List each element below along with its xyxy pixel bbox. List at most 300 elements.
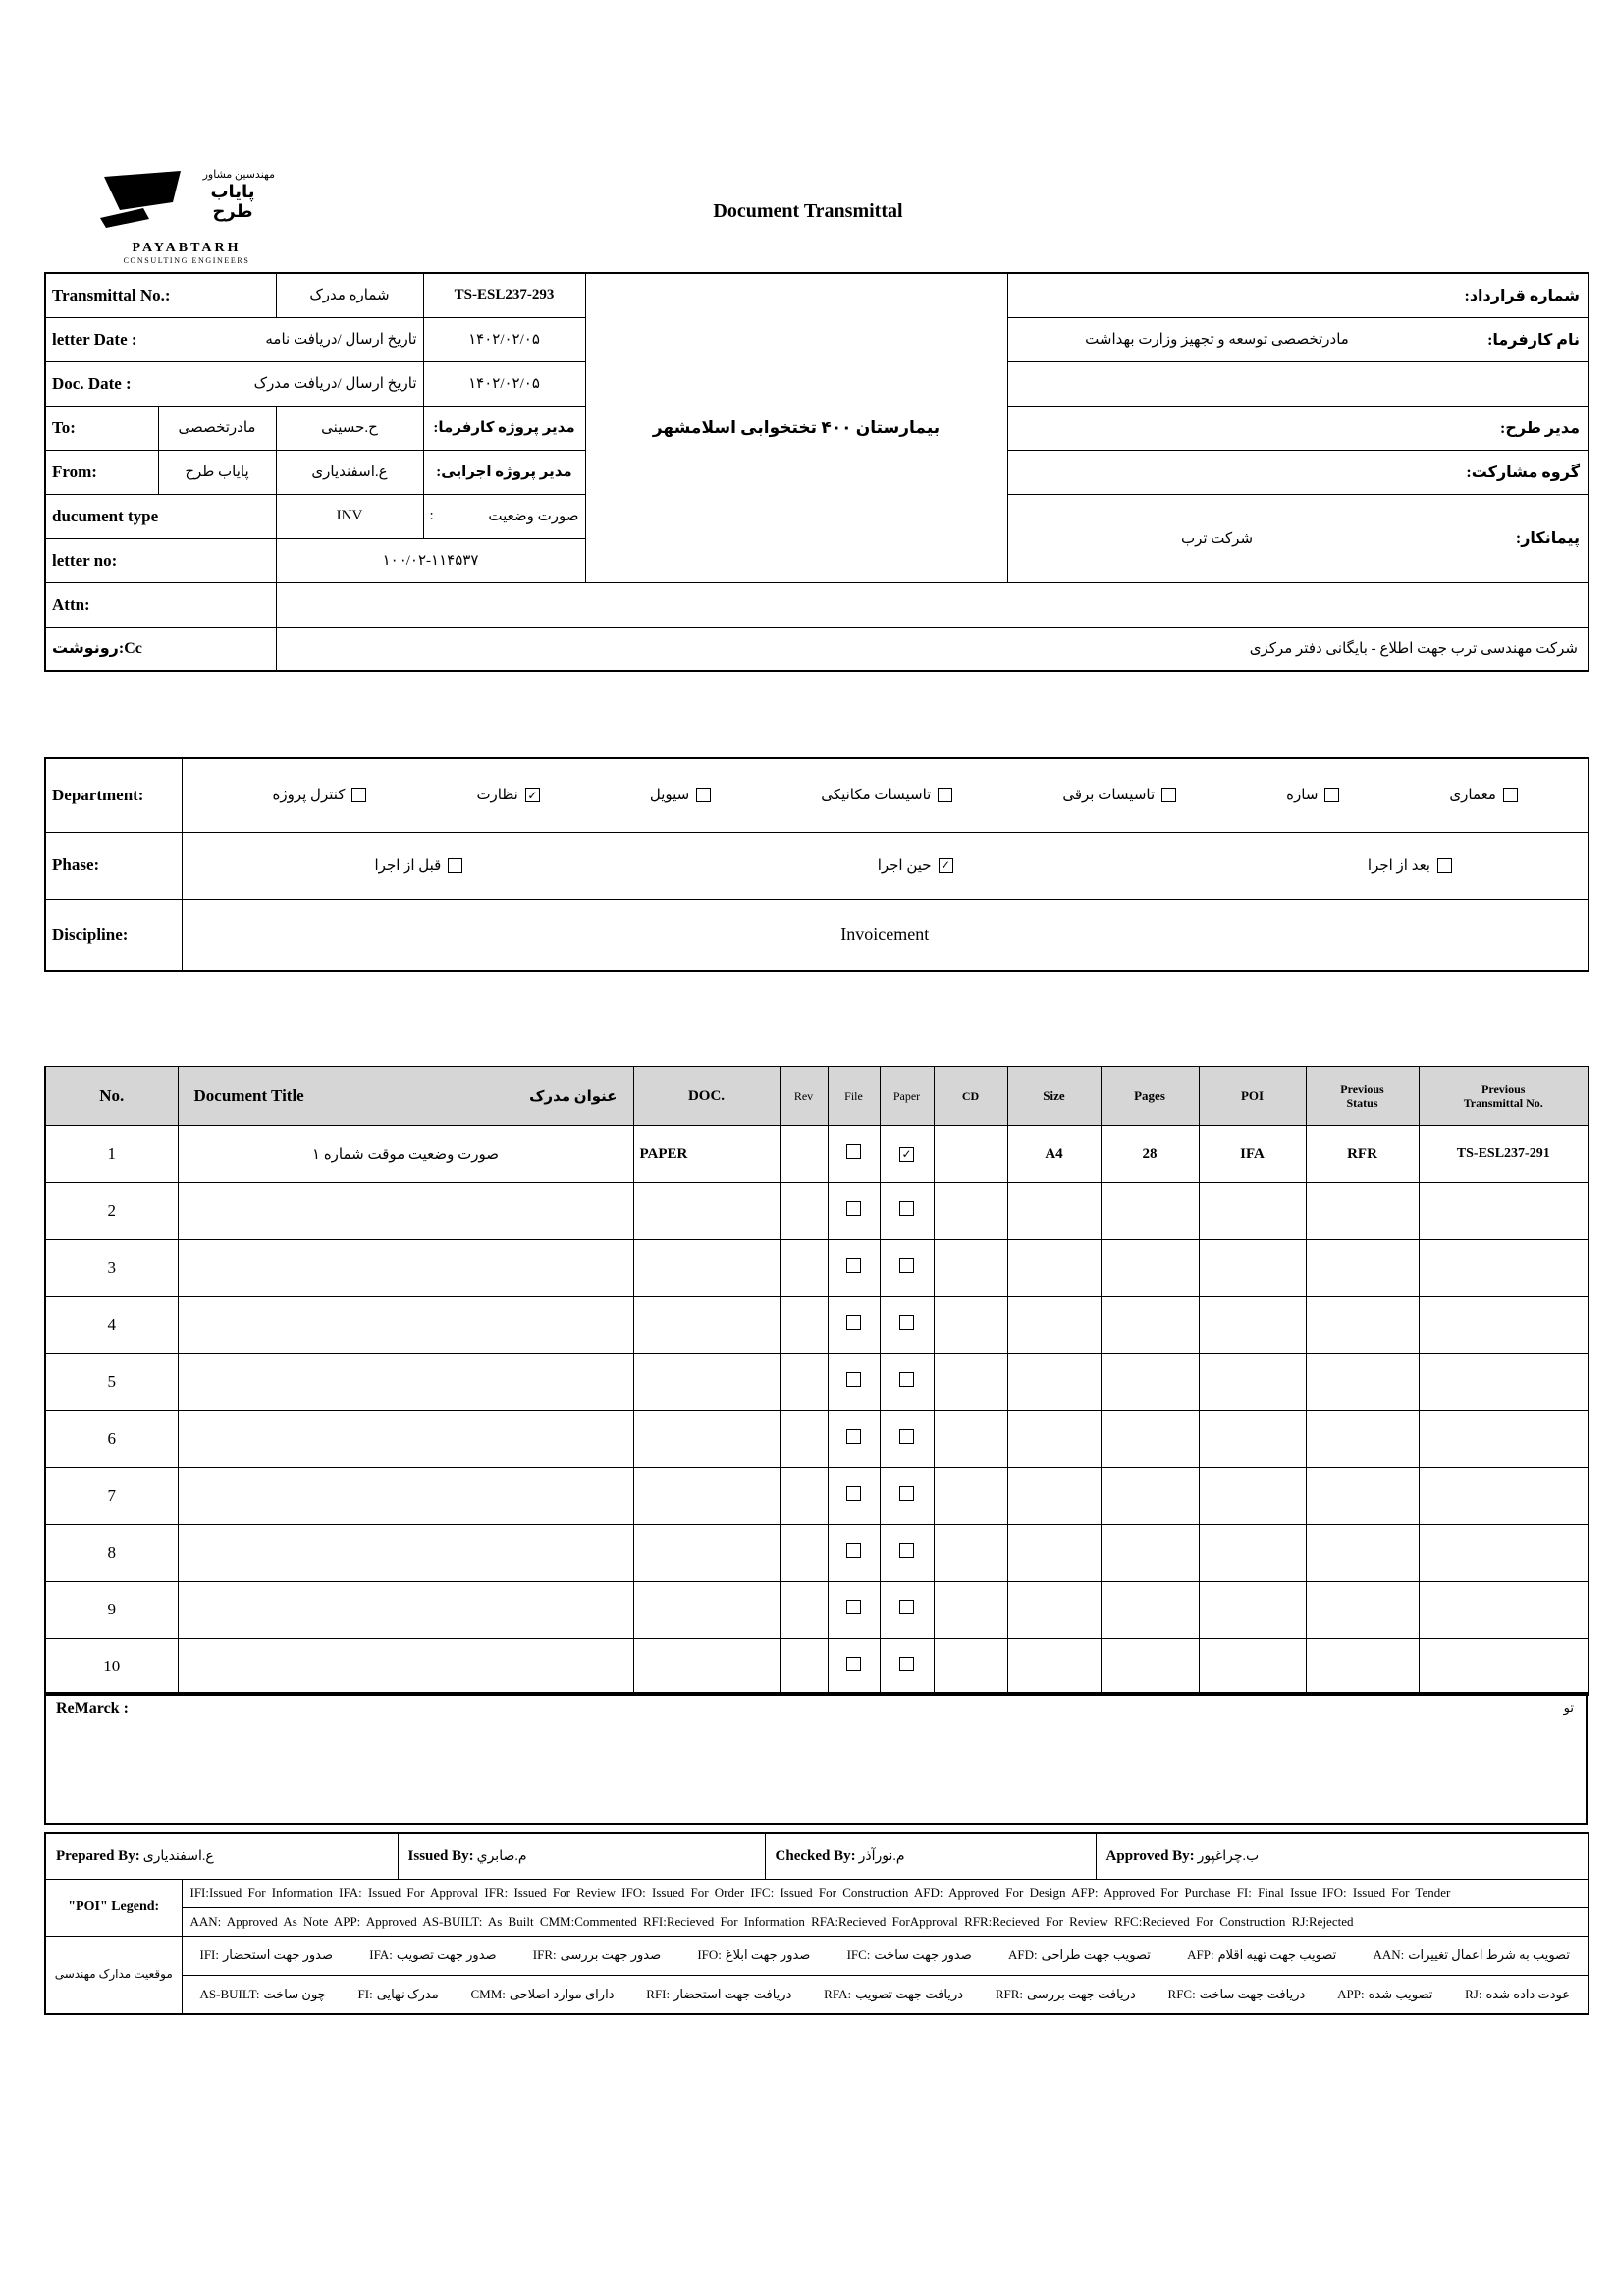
checkbox-paper[interactable]: [899, 1600, 914, 1614]
document-type-colon: :: [429, 508, 434, 523]
table-row: [45, 1638, 1589, 1695]
checkbox-paper[interactable]: [899, 1315, 914, 1330]
checkbox-paper[interactable]: [899, 1372, 914, 1387]
department-option: [821, 786, 952, 804]
row-rev: [780, 1239, 828, 1296]
row-prev-status: [1306, 1581, 1419, 1638]
cc-value: شرکت مهندسی ترب جهت اطلاع - بایگانی دفتر مرکزی: [276, 627, 1589, 671]
fa-legend-item: [847, 1947, 972, 1963]
empty-cell: [1427, 361, 1589, 406]
logo-fa-name: پایاب طرح: [210, 181, 255, 222]
row-prev-no: TS-ESL237-291: [1419, 1125, 1589, 1182]
fa-legend-line2: [182, 1975, 1589, 2014]
header-previous-status-line2: Status: [1346, 1096, 1378, 1111]
row-no: 4: [45, 1296, 178, 1353]
row-prev-no: [1419, 1410, 1589, 1467]
classification-table: [44, 757, 1589, 972]
department-option-label: کنترل پروژه: [272, 788, 346, 804]
legend-code: CMM:: [470, 1986, 506, 2001]
checkbox-electrical[interactable]: [1161, 788, 1176, 802]
row-no: 9: [45, 1581, 178, 1638]
row-cd: [934, 1581, 1007, 1638]
doc-date-value: ۱۴۰۲/۰۲/۰۵: [423, 361, 585, 406]
legend-code: AS-BUILT:: [199, 1986, 260, 2001]
table-row: [45, 1239, 1589, 1296]
row-poi: [1199, 1239, 1306, 1296]
logo-fa-tagline: مهندسین مشاور: [202, 169, 275, 181]
row-title: [178, 1524, 633, 1581]
row-paper-cell: [880, 1410, 934, 1467]
department-option: [1286, 786, 1339, 804]
legend-text: صدور جهت تصویب: [396, 1947, 497, 1962]
checkbox-after-execution[interactable]: [1437, 858, 1452, 873]
table-row: [45, 1410, 1589, 1467]
table-row: [45, 1353, 1589, 1410]
row-pages: [1101, 1296, 1199, 1353]
header-document-title: [178, 1066, 633, 1125]
row-no: 10: [45, 1638, 178, 1695]
legend-code: RJ:: [1465, 1986, 1482, 2001]
header-document-title-en: Document Title: [193, 1086, 304, 1106]
fa-legend-item: [1008, 1947, 1151, 1963]
row-no: 7: [45, 1467, 178, 1524]
row-file-cell: [828, 1353, 880, 1410]
department-option-label: معماری: [1449, 788, 1496, 804]
row-file-cell: [828, 1125, 880, 1182]
row-prev-status: [1306, 1638, 1419, 1695]
letter-date-value: ۱۴۰۲/۰۲/۰۵: [423, 317, 585, 361]
row-file-cell: [828, 1524, 880, 1581]
fa-legend-item: [369, 1947, 496, 1963]
poi-legend-label: "POI" Legend:: [45, 1879, 182, 1936]
row-doc: PAPER: [633, 1125, 780, 1182]
fa-legend-item: [1337, 1987, 1432, 2002]
row-title: [178, 1410, 633, 1467]
document-type-value: INV: [276, 494, 423, 538]
row-poi: [1199, 1524, 1306, 1581]
row-rev: [780, 1353, 828, 1410]
phase-options: [182, 832, 1589, 899]
to-value: مادرتخصصی: [158, 406, 276, 450]
checkbox-civil[interactable]: [696, 788, 711, 802]
row-paper-cell: [880, 1581, 934, 1638]
client-pm-value: ح.حسینی: [276, 406, 423, 450]
legend-code: RFI:: [646, 1986, 671, 2001]
header-file: File: [828, 1066, 880, 1125]
fa-legend-item: [200, 1947, 334, 1963]
checkbox-before-execution[interactable]: [448, 858, 462, 873]
legend-text: دریافت جهت ساخت: [1199, 1986, 1306, 2001]
row-doc: [633, 1296, 780, 1353]
phase-option: [878, 856, 953, 875]
checkbox-file[interactable]: [846, 1258, 861, 1273]
row-prev-no: [1419, 1239, 1589, 1296]
fa-legend-item: [358, 1987, 439, 2002]
logo-latin-name: PAYABTARH: [132, 241, 242, 255]
row-pages: [1101, 1353, 1199, 1410]
issued-by-cell: [398, 1833, 765, 1879]
row-poi: [1199, 1182, 1306, 1239]
department-option-label: سیویل: [649, 788, 690, 804]
row-no: 3: [45, 1239, 178, 1296]
row-no: 5: [45, 1353, 178, 1410]
row-poi: [1199, 1581, 1306, 1638]
row-file-cell: [828, 1296, 880, 1353]
letter-date-fa-label: تاریخ ارسال /دریافت نامه: [265, 332, 417, 348]
department-option-label: تاسیسات مکانیکی: [821, 788, 932, 804]
row-title: [178, 1581, 633, 1638]
letter-date-cell: [45, 317, 423, 361]
partnership-value: [1007, 450, 1427, 494]
fa-legend-item: [697, 1947, 810, 1963]
row-rev: [780, 1638, 828, 1695]
letter-no-value: ۱۰۰/۰۲-۱۱۴۵۳۷: [276, 538, 585, 582]
row-pages: 28: [1101, 1125, 1199, 1182]
poi-legend-line1: IFI:Issued For Information IFA: Issued For Approval IFR: Issued For Review IFO: Issued For Order IFC: Issued For Construction AFD: Approved For Design AFP: Approved For Purchase FI: Final Issue IFO: Issued For Tender: [182, 1879, 1589, 1907]
row-title: [178, 1239, 633, 1296]
legend-text: تصویب شده: [1368, 1986, 1433, 2001]
header-document-title-fa: عنوان مدرک: [529, 1088, 618, 1105]
header-previous-status: [1306, 1066, 1419, 1125]
row-doc: [633, 1638, 780, 1695]
row-size: [1007, 1410, 1101, 1467]
issued-by-value: م.صابري: [476, 1848, 527, 1864]
legend-code: APP:: [1337, 1986, 1365, 2001]
checkbox-during-execution[interactable]: ✓: [939, 858, 953, 873]
approved-by-cell: [1096, 1833, 1589, 1879]
checkbox-file[interactable]: [846, 1600, 861, 1614]
document-type-fa-cell: [423, 494, 585, 538]
header-poi: POI: [1199, 1066, 1306, 1125]
checkbox-file[interactable]: [846, 1372, 861, 1387]
checked-by-cell: [765, 1833, 1096, 1879]
fa-legend-item: [646, 1987, 791, 2002]
row-poi: [1199, 1296, 1306, 1353]
checkbox-supervision[interactable]: ✓: [525, 788, 540, 802]
row-rev: [780, 1524, 828, 1581]
row-prev-no: [1419, 1353, 1589, 1410]
row-title: [178, 1182, 633, 1239]
checkbox-paper[interactable]: [899, 1258, 914, 1273]
row-cd: [934, 1239, 1007, 1296]
row-rev: [780, 1182, 828, 1239]
row-pages: [1101, 1638, 1199, 1695]
row-paper-cell: [880, 1467, 934, 1524]
footer-table: [44, 1832, 1589, 2015]
fa-legend-line1: [182, 1936, 1589, 1975]
legend-code: IFI:: [199, 1947, 219, 1962]
row-pages: [1101, 1524, 1199, 1581]
row-paper-cell: [880, 1239, 934, 1296]
fa-legend-item: [996, 1987, 1136, 2002]
row-pages: [1101, 1467, 1199, 1524]
row-size: [1007, 1182, 1101, 1239]
checkbox-structure[interactable]: [1324, 788, 1339, 802]
checkbox-paper[interactable]: [899, 1657, 914, 1671]
partnership-label: گروه مشارکت:: [1427, 450, 1589, 494]
transmittal-no-value: TS-ESL237-293: [423, 273, 585, 317]
header-previous-transmittal-line2: Transmittal No.: [1463, 1096, 1543, 1111]
row-rev: [780, 1467, 828, 1524]
row-prev-no: [1419, 1524, 1589, 1581]
phase-label: Phase:: [45, 832, 182, 899]
checkbox-architecture[interactable]: [1503, 788, 1518, 802]
row-rev: [780, 1410, 828, 1467]
row-paper-cell: [880, 1296, 934, 1353]
row-doc: [633, 1581, 780, 1638]
legend-code: FI:: [357, 1986, 373, 2001]
legend-code: RFA:: [824, 1986, 852, 2001]
table-row: [45, 1296, 1589, 1353]
design-manager-label: مدیر طرح:: [1427, 406, 1589, 450]
phase-option: [1368, 856, 1452, 875]
phase-option: [375, 856, 463, 875]
department-option: [476, 786, 539, 804]
legend-text: تصویب به شرط اعمال تغییرات: [1408, 1947, 1570, 1962]
row-prev-status: [1306, 1524, 1419, 1581]
document-type-fa-label: صورت وضعیت: [488, 509, 579, 524]
row-prev-status: [1306, 1467, 1419, 1524]
from-label: From:: [45, 450, 158, 494]
row-paper-cell: [880, 1182, 934, 1239]
department-option: [650, 786, 711, 804]
header-paper: Paper: [880, 1066, 934, 1125]
row-poi: IFA: [1199, 1125, 1306, 1182]
remark-box: [44, 1692, 1588, 1825]
department-option: [1062, 786, 1176, 804]
header-no: No.: [45, 1066, 178, 1125]
row-pages: [1101, 1581, 1199, 1638]
checkbox-paper[interactable]: [899, 1201, 914, 1216]
poi-legend-line2: AAN: Approved As Note APP: Approved AS-BUILT: As Built CMM:Commented RFI:Recieved For Information RFA:Recieved ForApproval RFR:Recieved For Review RFC:Recieved For Construction RJ:Rejected: [182, 1907, 1589, 1936]
row-cd: [934, 1125, 1007, 1182]
row-prev-status: [1306, 1239, 1419, 1296]
phase-option-label: قبل از اجرا: [374, 857, 442, 874]
checkbox-paper[interactable]: ✓: [899, 1147, 914, 1162]
client-name-value: مادرتخصصی توسعه و تجهیز وزارت بهداشت: [1007, 317, 1427, 361]
contract-no-label: شماره قرارداد:: [1427, 273, 1589, 317]
checkbox-paper[interactable]: [899, 1429, 914, 1444]
legend-text: صدور جهت استحضار: [223, 1947, 334, 1962]
legend-code: AAN:: [1373, 1947, 1405, 1962]
legend-text: دریافت جهت تصویب: [855, 1986, 964, 2001]
row-file-cell: [828, 1410, 880, 1467]
executive-pm-value: ع.اسفندیاری: [276, 450, 423, 494]
doc-date-cell: [45, 361, 423, 406]
fa-legend-item: [470, 1987, 614, 2002]
row-size: [1007, 1239, 1101, 1296]
checkbox-file[interactable]: [846, 1657, 861, 1671]
row-cd: [934, 1467, 1007, 1524]
row-paper-cell: [880, 1524, 934, 1581]
to-label: To:: [45, 406, 158, 450]
row-size: A4: [1007, 1125, 1101, 1182]
legend-text: تصویب جهت تهیه اقلام: [1217, 1947, 1337, 1962]
row-prev-status: [1306, 1182, 1419, 1239]
page-title: Document Transmittal: [713, 200, 903, 222]
legend-text: دارای موارد اصلاحی: [509, 1986, 615, 2001]
prepared-by-cell: [45, 1833, 398, 1879]
remark-note: تو: [1563, 1700, 1574, 1715]
row-prev-no: [1419, 1296, 1589, 1353]
row-title: صورت وضعیت موقت شماره ۱: [178, 1125, 633, 1182]
transmittal-no-label: Transmittal No.:: [45, 273, 276, 317]
row-cd: [934, 1638, 1007, 1695]
legend-text: صدور جهت بررسی: [560, 1947, 662, 1962]
row-size: [1007, 1353, 1101, 1410]
row-size: [1007, 1524, 1101, 1581]
row-paper-cell: [880, 1638, 934, 1695]
row-prev-no: [1419, 1638, 1589, 1695]
row-pages: [1101, 1410, 1199, 1467]
row-size: [1007, 1638, 1101, 1695]
row-prev-status: [1306, 1296, 1419, 1353]
table-row: [45, 1182, 1589, 1239]
checkbox-file[interactable]: [846, 1429, 861, 1444]
row-title: [178, 1353, 633, 1410]
approved-by-value: ب.چراغپور: [1197, 1848, 1260, 1864]
checkbox-file[interactable]: [846, 1201, 861, 1216]
row-doc: [633, 1239, 780, 1296]
row-prev-no: [1419, 1182, 1589, 1239]
row-file-cell: [828, 1581, 880, 1638]
checkbox-file[interactable]: [846, 1486, 861, 1501]
row-title: [178, 1467, 633, 1524]
checkbox-mechanical[interactable]: [938, 788, 952, 802]
letter-no-label: letter no:: [45, 538, 276, 582]
row-doc: [633, 1524, 780, 1581]
legend-code: AFD:: [1007, 1947, 1038, 1962]
row-prev-status: [1306, 1410, 1419, 1467]
checkbox-file[interactable]: [846, 1315, 861, 1330]
header-previous-status-line1: Previous: [1340, 1081, 1384, 1096]
empty-cell: [1007, 361, 1427, 406]
row-cd: [934, 1296, 1007, 1353]
checkbox-paper[interactable]: [899, 1543, 914, 1558]
row-pages: [1101, 1239, 1199, 1296]
legend-text: صدور جهت ساخت: [874, 1947, 972, 1962]
row-file-cell: [828, 1467, 880, 1524]
legend-text: چون ساخت: [263, 1986, 326, 2001]
header-rev: Rev: [780, 1066, 828, 1125]
legend-code: IFR:: [532, 1947, 557, 1962]
row-no: 6: [45, 1410, 178, 1467]
header-size: Size: [1007, 1066, 1101, 1125]
table-row: [45, 1125, 1589, 1182]
row-cd: [934, 1524, 1007, 1581]
row-size: [1007, 1296, 1101, 1353]
fa-legend-item: [1168, 1987, 1306, 2002]
row-title: [178, 1296, 633, 1353]
approved-by-label: Approved By:: [1105, 1847, 1195, 1864]
row-file-cell: [828, 1182, 880, 1239]
prepared-by-label: Prepared By:: [56, 1847, 140, 1864]
checkbox-paper[interactable]: [899, 1486, 914, 1501]
row-poi: [1199, 1410, 1306, 1467]
client-pm-label: مدیر پروژه کارفرما:: [423, 406, 585, 450]
legend-text: دریافت جهت بررسی: [1027, 1986, 1136, 2001]
cc-label: رونوشت:Cc: [45, 627, 276, 671]
row-rev: [780, 1125, 828, 1182]
header-cd: CD: [934, 1066, 1007, 1125]
table-row: [45, 1581, 1589, 1638]
checkbox-file[interactable]: [846, 1543, 861, 1558]
letter-date-label: letter Date :: [52, 329, 137, 349]
row-rev: [780, 1296, 828, 1353]
header-previous-transmittal-line1: Previous: [1481, 1081, 1526, 1096]
row-pages: [1101, 1182, 1199, 1239]
department-options: [182, 758, 1589, 832]
row-file-cell: [828, 1638, 880, 1695]
header-doc: DOC.: [633, 1066, 780, 1125]
row-rev: [780, 1581, 828, 1638]
document-type-label: ducument type: [45, 494, 276, 538]
header-previous-transmittal: [1419, 1066, 1589, 1125]
checked-by-value: م.نورآذر: [858, 1848, 905, 1864]
header-pages: Pages: [1101, 1066, 1199, 1125]
legend-text: صدور جهت ابلاغ: [725, 1947, 811, 1962]
contract-no-value: [1007, 273, 1427, 317]
legend-code: AFP:: [1187, 1947, 1214, 1962]
checkbox-control-project[interactable]: [351, 788, 366, 802]
checked-by-label: Checked By:: [775, 1847, 856, 1864]
row-cd: [934, 1182, 1007, 1239]
executive-pm-label: مدیر پروژه اجرایی:: [423, 450, 585, 494]
client-name-label: نام کارفرما:: [1427, 317, 1589, 361]
row-no: 8: [45, 1524, 178, 1581]
fa-legend-item: [200, 1987, 326, 2002]
project-name: بیمارستان ۴۰۰ تختخوابی اسلامشهر: [585, 273, 1007, 582]
row-paper-cell: [880, 1353, 934, 1410]
phase-option-label: حین اجرا: [877, 857, 932, 874]
department-option-label: سازه: [1286, 788, 1319, 804]
contractor-value: شرکت ترب: [1007, 494, 1427, 582]
row-file-cell: [828, 1239, 880, 1296]
legend-text: عودت داده شده: [1485, 1986, 1571, 2001]
row-no: 2: [45, 1182, 178, 1239]
documents-table: [44, 1066, 1589, 1696]
row-title: [178, 1638, 633, 1695]
attn-value: [276, 582, 1589, 627]
legend-code: IFO:: [697, 1947, 722, 1962]
legend-text: دریافت جهت استحضار: [673, 1986, 792, 2001]
row-prev-status: RFR: [1306, 1125, 1419, 1182]
row-cd: [934, 1410, 1007, 1467]
from-value: پایاب طرح: [158, 450, 276, 494]
checkbox-file[interactable]: [846, 1144, 861, 1159]
row-poi: [1199, 1353, 1306, 1410]
row-prev-status: [1306, 1353, 1419, 1410]
legend-text: مدرک نهایی: [376, 1986, 439, 2001]
legend-code: RFC:: [1167, 1986, 1196, 2001]
discipline-value: Invoicement: [182, 899, 1589, 971]
row-poi: [1199, 1467, 1306, 1524]
department-option: [273, 786, 367, 804]
legend-code: IFA:: [369, 1947, 393, 1962]
table-row: [45, 1524, 1589, 1581]
row-doc: [633, 1353, 780, 1410]
fa-legend-item: [1187, 1947, 1336, 1963]
transmittal-no-fa-label: شماره مدرک: [276, 273, 423, 317]
design-manager-value: [1007, 406, 1427, 450]
phase-option-label: بعد از اجرا: [1367, 857, 1430, 874]
doc-date-fa-label: تاریخ ارسال /دریافت مدرک: [253, 376, 417, 392]
prepared-by-value: ع.اسفندیاری: [142, 1848, 214, 1864]
row-size: [1007, 1467, 1101, 1524]
fa-legend-item: [1465, 1987, 1570, 2002]
row-doc: [633, 1467, 780, 1524]
row-doc: [633, 1182, 780, 1239]
